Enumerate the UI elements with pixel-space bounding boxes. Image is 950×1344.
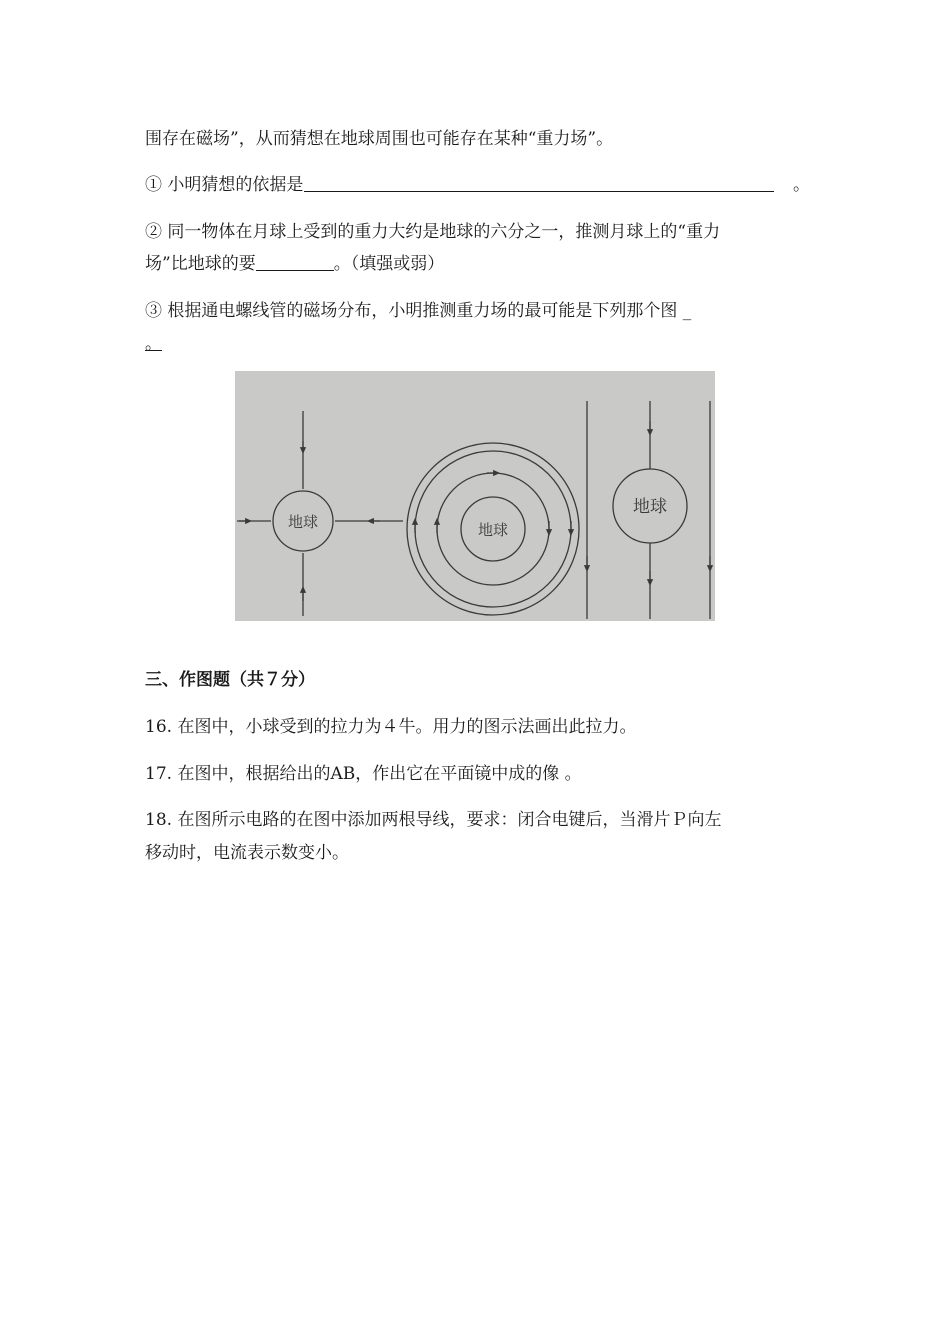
answer-blank-1[interactable] [304, 173, 774, 192]
question-1 [145, 173, 810, 197]
question-2-hint: 。（填强或弱） [333, 254, 445, 274]
paragraph-line: 围存在磁场”，从而猜想在地球周围也可能存在某种“重力场”。 [145, 129, 614, 149]
earth-label: 地球 [633, 497, 667, 517]
earth-label: 地球 [477, 521, 509, 539]
question-18-line-1: 18. 在图所示电路的在图中添加两根导线，要求：闭合电键后，当滑片Ｐ向左 [145, 810, 722, 830]
earth-label: 地球 [287, 513, 319, 531]
question-18-line-2: 移动时，电流表示数变小。 [145, 843, 349, 863]
question-2-prompt: 场”比地球的要 [145, 254, 256, 274]
question-16: 16. 在图中，小球受到的拉力为４牛。用力的图示法画出此拉力。 [145, 717, 637, 737]
section-title: 三、作图题（共７分） [145, 670, 315, 690]
answer-blank-2[interactable] [256, 252, 334, 271]
question-3-line-2 [145, 332, 810, 356]
figure-background [235, 371, 715, 621]
gravity-field-figure [235, 371, 715, 621]
question-2-line-1: ② 同一物体在月球上受到的重力大约是地球的六分之一，推测月球上的“重力 [145, 222, 721, 242]
question-1-period: 。 [793, 175, 810, 195]
question-2-line-2 [145, 252, 810, 276]
question-3-line-1: ③ 根据通电螺线管的磁场分布，小明推测重力场的最可能是下列那个图 _ [145, 301, 692, 321]
question-1-prompt: ① 小明猜想的依据是 [145, 175, 304, 195]
answer-blank-3[interactable]: 。 [145, 334, 162, 354]
question-17: 17. 在图中，根据给出的AB，作出它在平面镜中成的像 。 [145, 764, 582, 784]
